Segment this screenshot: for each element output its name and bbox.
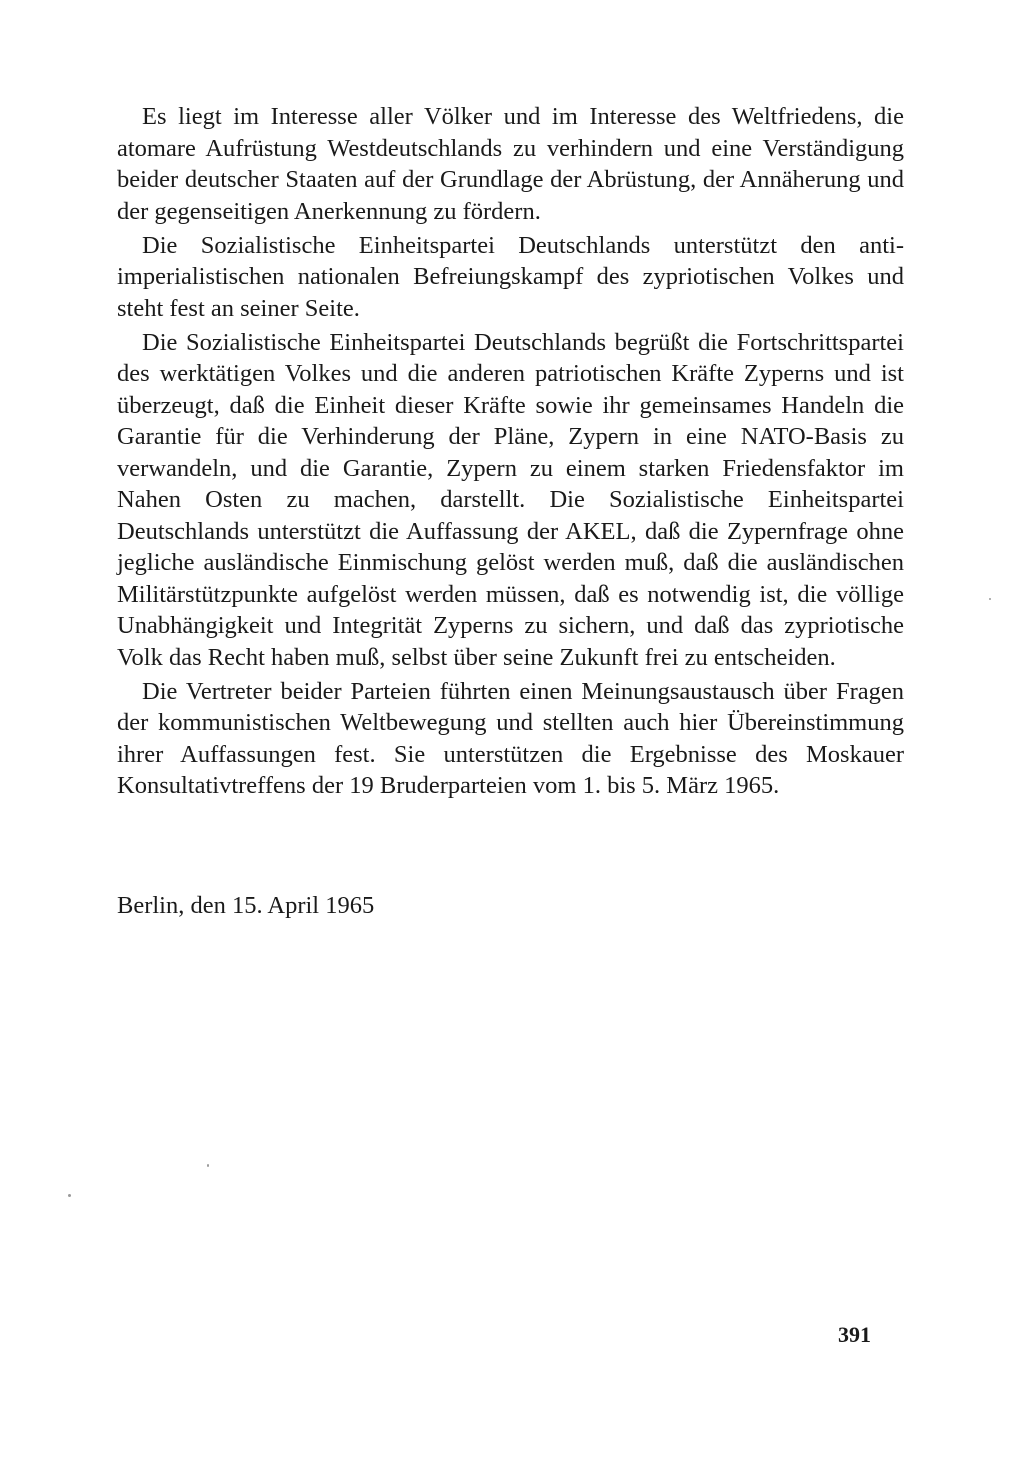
scan-speck (989, 598, 991, 600)
body-text (117, 101, 904, 802)
scan-speck (68, 1194, 71, 1197)
dateline: Berlin, den 15. April 1965 (117, 892, 375, 919)
paragraph-1: Es liegt im Interesse aller Völker und im Interesse des Weltfriedens, die atomare Aufrüstung Westdeutschlands zu verhindern und eine Verständigung beider deutscher Staaten auf der Grundlage der Abrüstung, der Annäherung und der gegenseitigen Anerkennung zu fördern. (117, 103, 904, 225)
scan-speck (207, 1164, 209, 1167)
page-number: 391 (838, 1322, 871, 1347)
paragraph-2: Die Sozialistische Einheitspartei Deutschlands unterstützt den antiimperialistischen nationalen Befreiungskampf des zypriotischen Volkes und steht fest an seiner Seite. (117, 231, 904, 322)
paragraph-3: Die Sozialistische Einheitspartei Deutschlands begrüßt die Fortschrittspartei des werktätigen Volkes und die anderen patriotischen Kräfte Zyperns und ist überzeugt, daß die Einheit dieser Kräfte sowie ihr gemeinsames Handeln die Garantie für die Verhinderung der Pläne, Zypern in eine NATO-Basis zu verwandeln, und die Garantie, Zypern zu einem starken Friedensfaktor im Nahen Osten zu machen, darstellt. Die Sozialistische Einheitspartei Deutschlands unterstützt die Auffassung der AKEL, daß die Zypernfrage ohne jegliche ausländische Einmischung gelöst werden muß, daß die ausländischen Militärstützpunkte aufgelöst werden müssen, daß es notwendig ist, die völlige Unabhängigkeit und Integrität Zyperns zu sichern, und daß das zypriotische Volk das Recht haben muß, selbst über seine Zukunft frei zu entscheiden. (117, 328, 904, 671)
paragraph-4: Die Vertreter beider Parteien führten einen Meinungsaustausch über Fragen der kommunistischen Weltbewegung und stellten auch hier Übereinstimmung ihrer Auffassungen fest. Sie unterstützen die Ergebnisse des Moskauer Konsultativtreffens der 19 Bruderparteien vom 1. bis 5. März 1965. (117, 677, 904, 799)
